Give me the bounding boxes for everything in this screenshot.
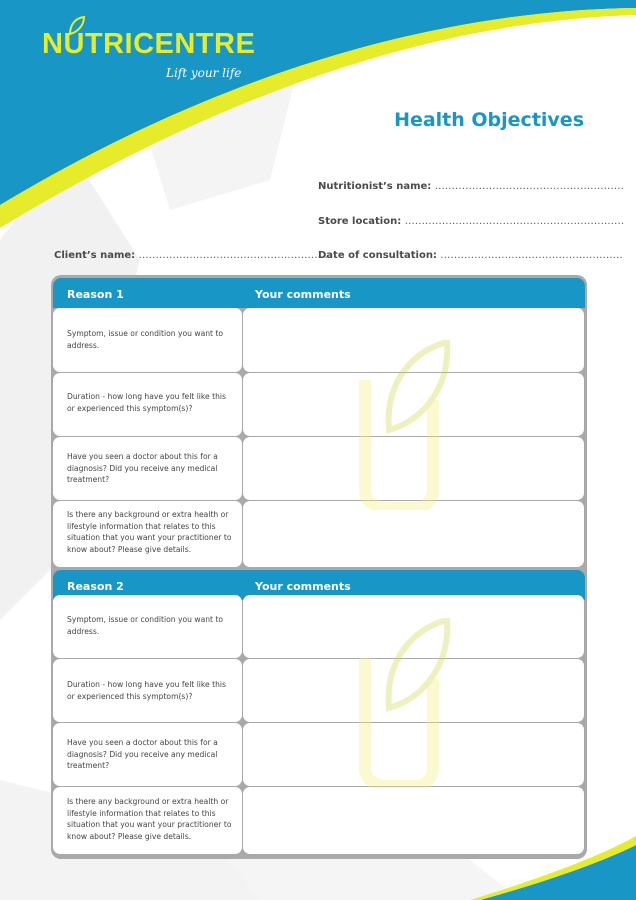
reason-1-comments-title: Your comments bbox=[255, 288, 351, 301]
question-text: Symptom, issue or condition you want to address. bbox=[67, 615, 224, 636]
date-of-consultation-label: Date of consultation: bbox=[318, 250, 437, 261]
question-text: Symptom, issue or condition you want to address. bbox=[67, 329, 224, 350]
date-of-consultation-line[interactable]: ...................................................... bbox=[440, 250, 623, 261]
client-name-line[interactable]: ......................................................... bbox=[138, 250, 332, 261]
question-text: Duration - how long have you felt like this or experienced this symptom(s)? bbox=[67, 680, 226, 701]
reason-2-title: Reason 2 bbox=[67, 580, 124, 593]
watermark-leaf-icon bbox=[355, 340, 455, 510]
question-cell bbox=[53, 595, 242, 658]
question-cell bbox=[53, 501, 242, 567]
reason-2-row bbox=[53, 787, 585, 854]
question-cell bbox=[53, 308, 242, 372]
question-text: Have you seen a doctor about this for a diagnosis? Did you receive any medical treatment? bbox=[67, 452, 218, 484]
reason-1-row bbox=[53, 501, 585, 567]
leaf-icon bbox=[68, 16, 86, 36]
reason-2-row bbox=[53, 723, 585, 786]
store-location-field[interactable] bbox=[318, 216, 624, 227]
date-of-consultation-field[interactable] bbox=[318, 250, 623, 261]
question-text: Duration - how long have you felt like this or experienced this symptom(s)? bbox=[67, 392, 226, 413]
nutritionist-name-label: Nutritionist’s name: bbox=[318, 181, 432, 192]
question-cell bbox=[53, 373, 242, 436]
reason-1-title: Reason 1 bbox=[67, 288, 124, 301]
nutritionist-name-field[interactable] bbox=[318, 181, 624, 192]
client-name-label: Client’s name: bbox=[54, 250, 136, 261]
brand-logo bbox=[42, 28, 256, 80]
question-text: Is there any background or extra health or lifestyle information that relates to this situation that you want your practitioner to know about? Please give details. bbox=[67, 797, 232, 841]
nutritionist-name-line[interactable]: ........................................................ bbox=[434, 181, 624, 192]
client-name-field[interactable] bbox=[54, 250, 331, 261]
reason-2-comments-title: Your comments bbox=[255, 580, 351, 593]
reason-1-row bbox=[53, 437, 585, 500]
comment-cell[interactable] bbox=[243, 501, 584, 567]
question-cell bbox=[53, 723, 242, 786]
question-cell bbox=[53, 659, 242, 722]
question-cell bbox=[53, 787, 242, 854]
reason-1-row bbox=[53, 373, 585, 436]
store-location-line[interactable]: ................................................................. bbox=[404, 216, 625, 227]
brand-name: NUTRICENTRE bbox=[42, 28, 256, 60]
watermark-leaf-icon bbox=[355, 618, 455, 788]
health-objectives-form bbox=[51, 275, 587, 859]
reason-1-header bbox=[53, 278, 585, 308]
question-cell bbox=[53, 437, 242, 500]
page-title: Health Objectives bbox=[394, 109, 584, 131]
reason-1-row bbox=[53, 308, 585, 372]
store-location-label: Store location: bbox=[318, 216, 402, 227]
reason-2-row bbox=[53, 595, 585, 658]
reason-2-row bbox=[53, 659, 585, 722]
question-text: Is there any background or extra health or lifestyle information that relates to this situation that you want your practitioner to know about? Please give details. bbox=[67, 510, 232, 554]
comment-cell[interactable] bbox=[243, 787, 584, 854]
question-text: Have you seen a doctor about this for a diagnosis? Did you receive any medical treatment? bbox=[67, 738, 218, 770]
brand-tagline: Lift your life bbox=[166, 66, 242, 80]
